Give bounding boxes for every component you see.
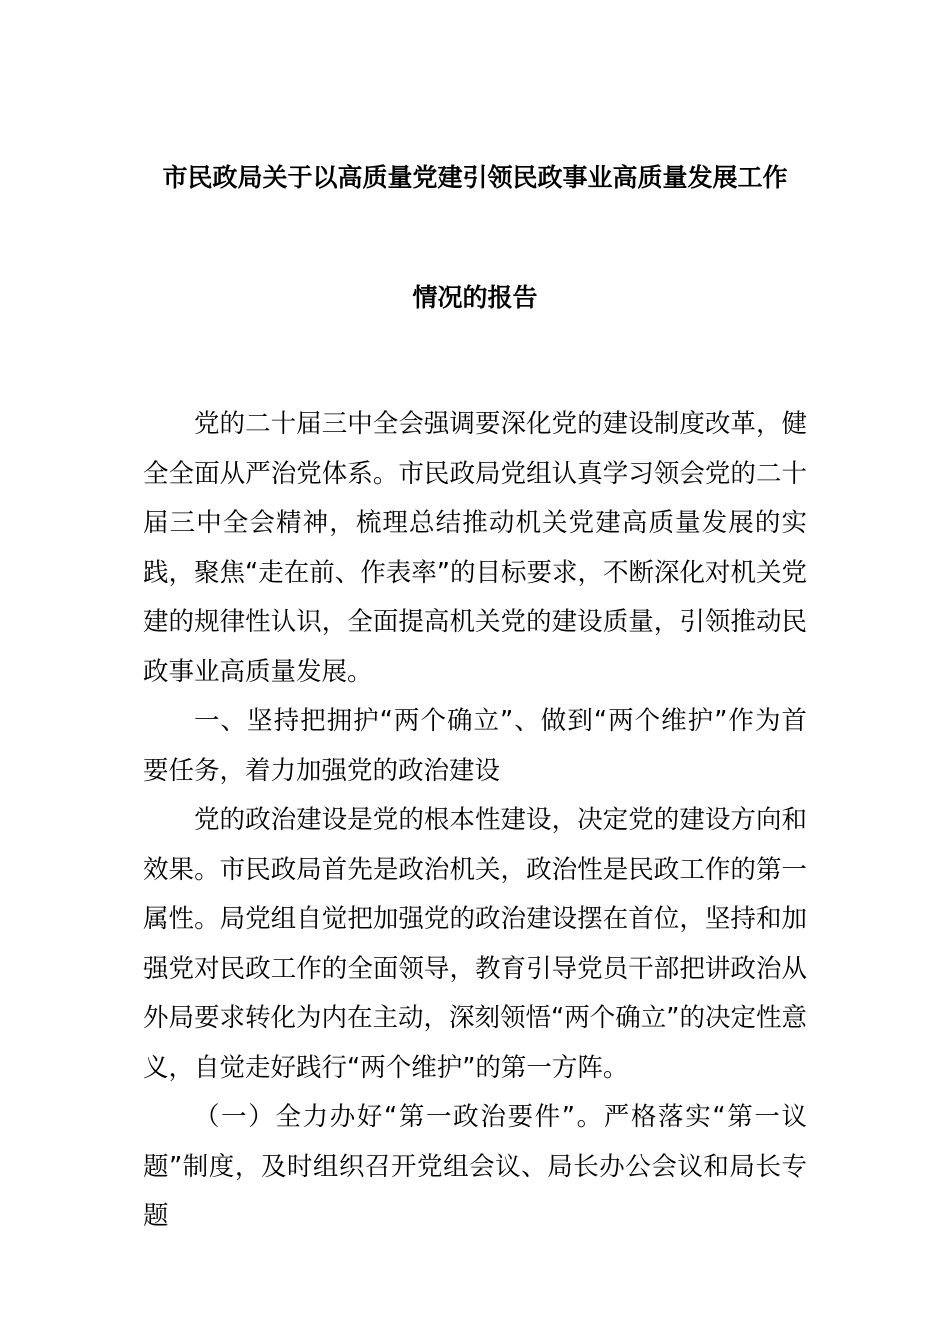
- document-title-line-2: 情况的报告: [412, 283, 538, 312]
- section-1-paragraph: 党的政治建设是党的根本性建设，决定党的建设方向和效果。市民政局首先是政治机关，政治性是民政工作的第一属性。局党组自觉把加强党的政治建设摆在首位，坚持和加强党对民政工作的全面领导，教育引导党员干部把讲政治从外局要求转化为内在主动，深刻领悟“两个确立”的决定性意义，自觉走好践行“两个维护”的第一方阵。: [143, 805, 807, 1083]
- document-body: [143, 400, 807, 1242]
- section-heading-1: 一、坚持把拥护“两个确立”、做到“两个维护”作为首要任务，着力加强党的政治建设: [143, 706, 807, 786]
- subsection-1-paragraph: （一）全力办好“第一政治要件”。严格落实“第一议题”制度，及时组织召开党组会议、局长办公会议和局长专题: [143, 1102, 807, 1231]
- intro-paragraph: 党的二十届三中全会强调要深化党的建设制度改革，健全全面从严治党体系。市民政局党组认真学习领会党的二十届三中全会精神，梳理总结推动机关党建高质量发展的实践，聚焦“走在前、作表率”的目标要求，不断深化对机关党建的规律性认识，全面提高机关党的建设质量，引领推动民政事业高质量发展。: [143, 409, 807, 687]
- document-title-line-1: 市民政局关于以高质量党建引领民政事业高质量发展工作: [162, 163, 788, 192]
